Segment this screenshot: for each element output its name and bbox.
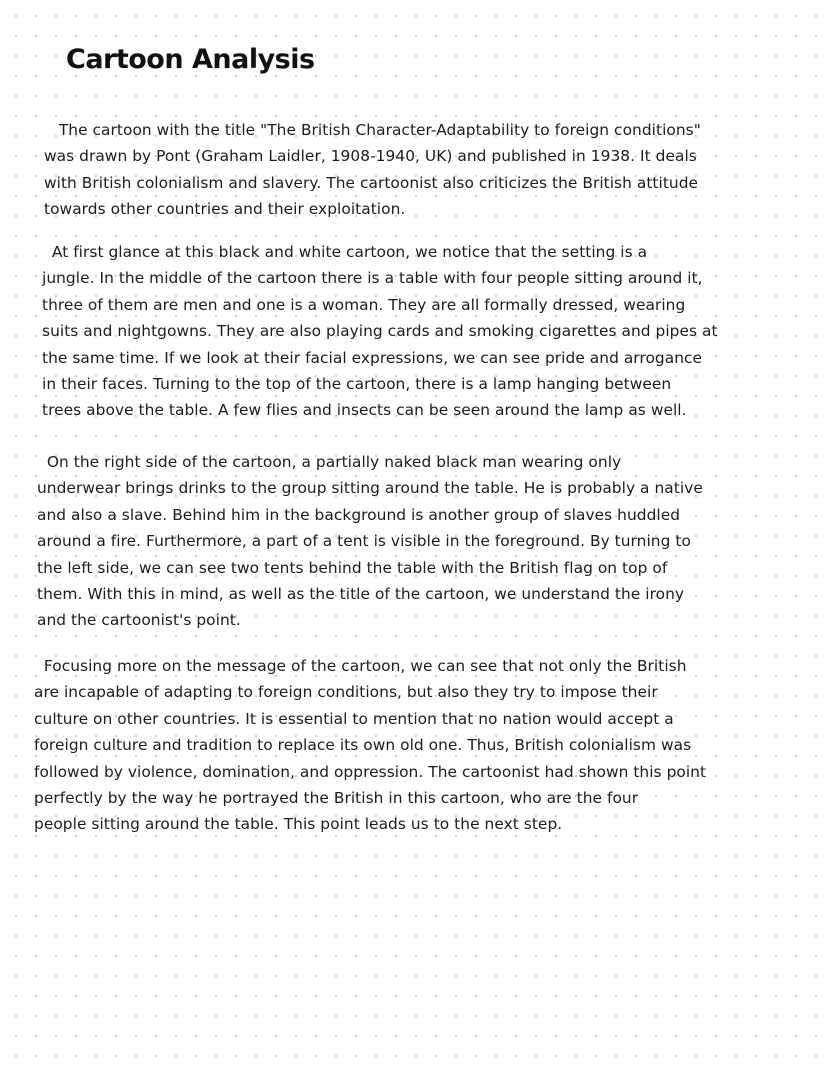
text-line: Focusing more on the message of the cartoon, we can see that not only the British <box>34 657 687 675</box>
text-line: followed by violence, domination, and oppression. The cartoonist had shown this point <box>34 762 707 781</box>
text-line: people sitting around the table. This point leads us to the next step. <box>34 815 563 834</box>
text-line: in their faces. Turning to the top of the cartoon, there is a lamp hanging between <box>42 374 672 393</box>
text-line: The cartoon with the title "The British Character-Adaptability to foreign conditions" <box>44 121 701 139</box>
paragraph-introduction <box>44 117 701 223</box>
text-line: trees above the table. A few flies and insects can be seen around the lamp as well. <box>42 401 687 420</box>
text-line: underwear brings drinks to the group sitting around the table. He is probably a native <box>37 479 703 498</box>
page-title: Cartoon Analysis <box>66 44 315 75</box>
text-line: perfectly by the way he portrayed the British in this cartoon, who are the four <box>34 788 639 807</box>
text-line: suits and nightgowns. They are also playing cards and smoking cigarettes and pipes at <box>42 322 718 341</box>
text-line: was drawn by Pont (Graham Laidler, 1908-1940, UK) and published in 1938. It deals <box>44 147 697 166</box>
text-line: towards other countries and their exploitation. <box>44 200 406 219</box>
text-line: the left side, we can see two tents behind the table with the British flag on top of <box>37 558 668 577</box>
text-line: and the cartoonist's point. <box>37 611 241 630</box>
text-line: around a fire. Furthermore, a part of a tent is visible in the foreground. By turning to <box>37 532 691 551</box>
text-line: jungle. In the middle of the cartoon there is a table with four people sitting around it, <box>42 269 703 288</box>
paragraph-right-side <box>37 449 703 634</box>
text-line: culture on other countries. It is essential to mention that no nation would accept a <box>34 709 674 728</box>
paragraph-message <box>34 653 706 838</box>
text-line: with British colonialism and slavery. The cartoonist also criticizes the British attitude <box>44 173 699 192</box>
text-line: the same time. If we look at their facial expressions, we can see pride and arrogance <box>42 348 703 367</box>
text-line: three of them are men and one is a woman. They are all formally dressed, wearing <box>42 295 686 314</box>
paragraph-description <box>42 239 718 424</box>
text-line: foreign culture and tradition to replace its own old one. Thus, British colonialism was <box>34 736 692 755</box>
text-line: are incapable of adapting to foreign conditions, but also they try to impose their <box>34 683 658 702</box>
text-line: them. With this in mind, as well as the title of the cartoon, we understand the irony <box>37 584 685 603</box>
text-line: and also a slave. Behind him in the background is another group of slaves huddled <box>37 505 681 524</box>
text-line: At first glance at this black and white cartoon, we notice that the setting is a <box>42 243 648 261</box>
text-line: On the right side of the cartoon, a partially naked black man wearing only <box>37 453 622 471</box>
